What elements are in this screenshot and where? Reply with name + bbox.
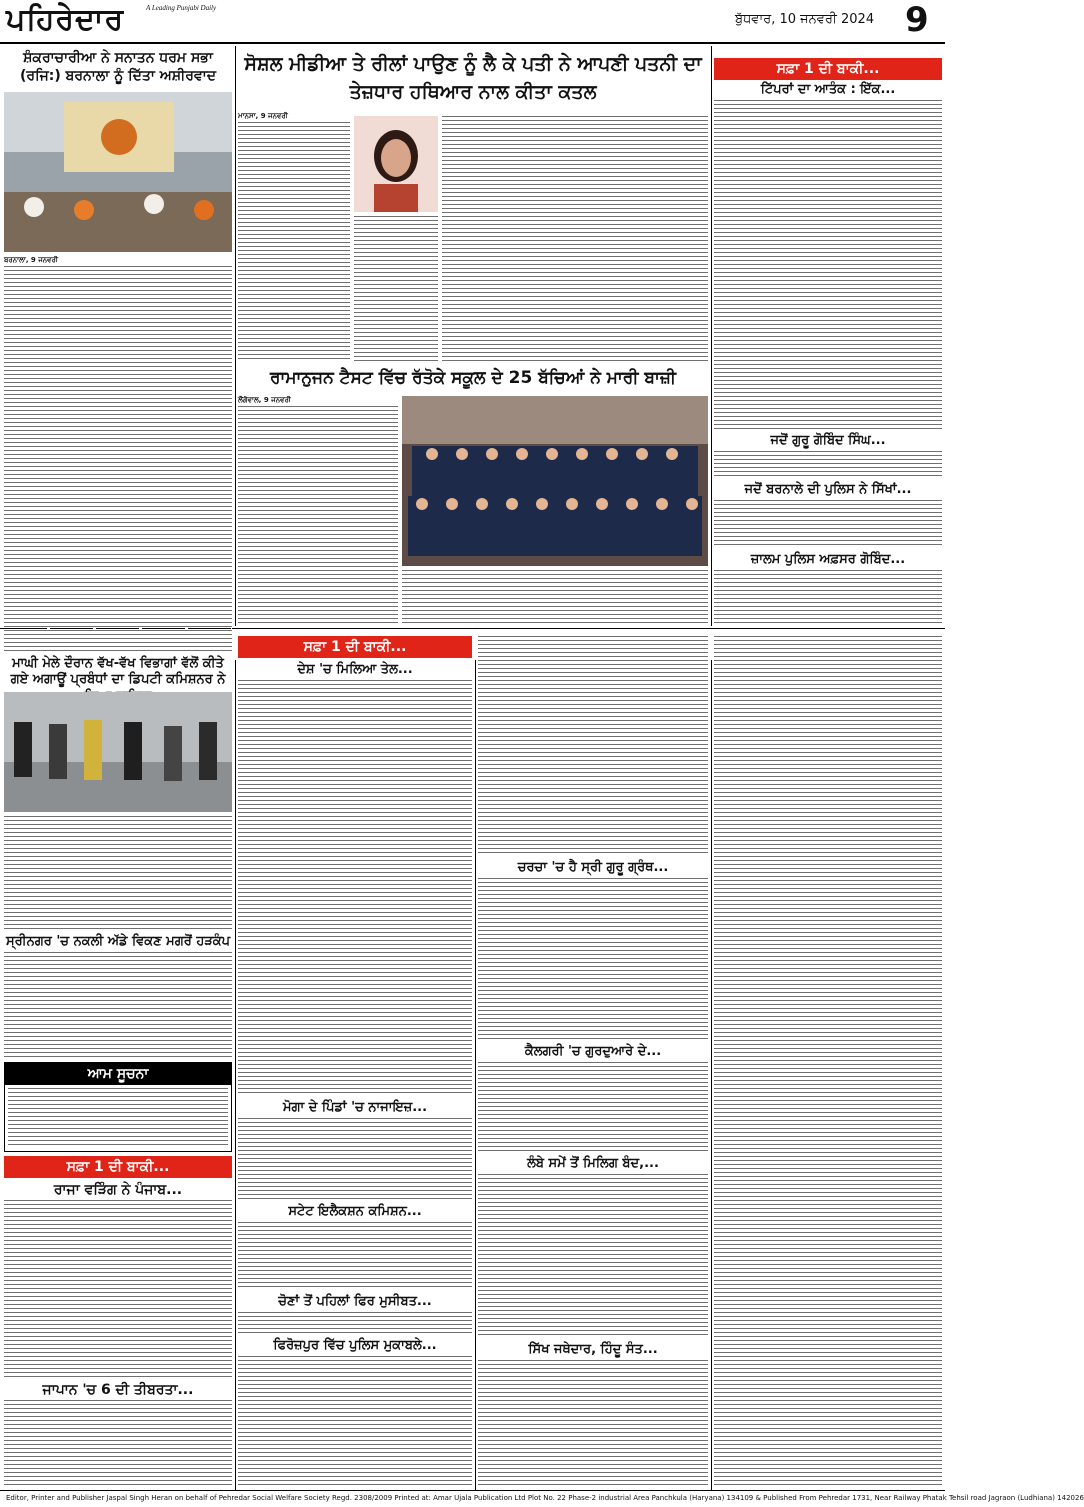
- officials-photo-graphic: [4, 692, 232, 812]
- students-group-photo-graphic: [402, 396, 708, 566]
- section-heading: ਫਿਰੋਜ਼ਪੁਰ ਵਿੱਚ ਪੁਲਿਸ ਮੁਕਾਬਲੇ...: [273, 1338, 437, 1353]
- section-heading: ਰਾਜਾ ਵੜਿੰਗ ਨੇ ਪੰਜਾਬ...: [53, 1182, 183, 1198]
- section-heading: ਜਦੋਂ ਬਰਨਾਲੇ ਦੀ ਪੁਲਿਸ ਨੇ ਸਿੱਖਾਂ...: [744, 482, 912, 497]
- column-rule: [711, 46, 712, 626]
- officials-photo: [4, 692, 232, 812]
- article-body-text: [238, 1312, 472, 1334]
- ceremony-photo: [4, 92, 232, 252]
- article-body-text: [238, 406, 398, 624]
- article-dateline: ਮਾਨਸਾ, 9 ਜਨਵਰੀ: [238, 112, 288, 120]
- section-heading: ਸਿੱਖ ਜਥੇਦਾਰ, ਹਿੰਦੂ ਸੰਤ...: [528, 1342, 658, 1357]
- victim-photo: [354, 116, 438, 212]
- article-body-text: [4, 816, 232, 932]
- section-heading: ਜ਼ਾਲਮ ਪੁਲਿਸ ਅਫ਼ਸਰ ਗੋਬਿੰਦ...: [750, 552, 906, 567]
- notice-text: [8, 1088, 228, 1148]
- article-body-text: [402, 570, 708, 624]
- section-heading: ਸਟੇਟ ਇਲੈਕਸ਼ਨ ਕਮਿਸ਼ਨ...: [288, 1204, 422, 1219]
- section-heading: ਜਾਪਾਨ 'ਚ 6 ਦੀ ਤੀਬਰਤਾ...: [42, 1382, 194, 1398]
- article-dateline: ਬਰਨਾਲਾ, 9 ਜਨਵਰੀ: [4, 256, 58, 264]
- column-rule: [711, 660, 712, 1490]
- newspaper-logo: ਪਹਿਰੇਦਾਰ: [6, 2, 125, 37]
- section-heading: ਲੰਬੇ ਸਮੇਂ ਤੋਂ ਮਿਲਿਗ ਬੰਦ,...: [527, 1156, 659, 1171]
- article-body-text: [478, 878, 708, 1040]
- article-body-text: [238, 1118, 472, 1200]
- article-body-text: [238, 1222, 472, 1290]
- tagline: A Leading Punjabi Daily: [146, 4, 217, 12]
- article-body-text: [714, 451, 942, 479]
- section-heading: ਦੇਸ਼ 'ਚ ਮਿਲਿਆ ਤੇਲ...: [297, 662, 413, 677]
- article-body-text: [714, 636, 942, 1486]
- article-body-text: [238, 680, 472, 1096]
- section-heading: ਚਰਚਾ 'ਚ ਹੈ ਸ੍ਰੀ ਗੁਰੂ ਗ੍ਰੰਥ...: [517, 860, 669, 875]
- article-headline: ਸ੍ਰੀਨਗਰ 'ਚ ਨਕਲੀ ਅੱਡੇ ਵਿਕਣ ਮਗਰੋਂ ਹੜਕੰਪ: [5, 934, 231, 949]
- lead-headline: ਸੋਸ਼ਲ ਮੀਡੀਆ ਤੇ ਰੀਲਾਂ ਪਾਉਣ ਨੂੰ ਲੈ ਕੇ ਪਤੀ ਨੇ ਆਪਣੀ ਪਤਨੀ ਦਾ ਤੇਜ਼ਧਾਰ ਹਥਿਆਰ ਨਾਲ ਕੀਤਾ ਕਤਲ: [244, 53, 702, 103]
- continued-band: ਸਫ਼ਾ 1 ਦੀ ਬਾਕੀ...: [238, 636, 472, 658]
- column-rule: [235, 46, 236, 626]
- article-body-text: [478, 1062, 708, 1152]
- section-heading: ਚੋਣਾਂ ਤੋਂ ਪਹਿਲਾਂ ਫਿਰ ਮੁਸੀਬਤ...: [278, 1294, 432, 1309]
- notice-title: ਆਮ ਸੂਚਨਾ: [5, 1063, 231, 1085]
- section-heading: ਟਿੱਪਰਾਂ ਦਾ ਆਤੰਕ : ਇੱਕ...: [760, 82, 896, 97]
- article-body-text: [478, 636, 708, 856]
- article-body-text: [354, 216, 438, 362]
- continued-band: ਸਫ਼ਾ 1 ਦੀ ਬਾਕੀ...: [714, 58, 942, 80]
- section-heading: ਕੈਲਗਰੀ 'ਚ ਗੁਰਦੁਆਰੇ ਦੇ...: [524, 1044, 662, 1059]
- article-body-text: [714, 100, 942, 430]
- article-body-text: [4, 952, 232, 1060]
- article-body-text: [4, 266, 232, 652]
- article-body-text: [714, 570, 942, 624]
- article-headline: ਸ਼ੰਕਰਾਚਾਰੀਆ ਨੇ ਸਨਾਤਨ ਧਰਮ ਸਭਾ (ਰਜਿ:) ਬਰਨਾਲਾ ਨੂੰ ਦਿੱਤਾ ਅਸ਼ੀਰਵਾਦ: [20, 50, 216, 84]
- article-body-text: [478, 1360, 708, 1486]
- page-number: 9: [905, 0, 929, 40]
- article-body-text: [238, 1356, 472, 1486]
- column-rule: [475, 660, 476, 1490]
- masthead: [0, 0, 945, 44]
- continued-band: ਸਫ਼ਾ 1 ਦੀ ਬਾਕੀ...: [4, 1156, 232, 1178]
- article-body-text: [4, 1200, 232, 1378]
- notice-box: [4, 1062, 232, 1152]
- article-body-text: [238, 122, 350, 362]
- article-body-text: [442, 116, 708, 362]
- article-body-text: [714, 500, 942, 548]
- article-headline: ਰਾਮਾਨੁਜਨ ਟੈਸਟ ਵਿੱਚ ਰੱਤੋਕੇ ਸਕੂਲ ਦੇ 25 ਬੱਚਿਆਂ ਨੇ ਮਾਰੀ ਬਾਜ਼ੀ: [269, 368, 677, 388]
- article-body-text: [4, 1400, 232, 1486]
- ceremony-photo-graphic: [4, 92, 232, 252]
- footer-imprint: Editor, Printer and Publisher Jaspal Singh Heran on behalf of Pehredar Social Welfare Society Regd. 2308/2009 Printed at: Amar Ujala Publication Ltd Plot No. 22 Phase-2 industrial Area Panchkula (Haryana) 134109 & Published From Pehredar 1731, Near Railway Phatak Tehsil road Jagraon (Ludhiana) 142026: [0, 1490, 945, 1507]
- students-group-photo: [402, 396, 708, 566]
- column-rule: [235, 660, 236, 1490]
- section-heading: ਮੋਗਾ ਦੇ ਪਿੰਡਾਂ 'ਚ ਨਾਜਾਇਜ਼...: [282, 1100, 428, 1115]
- article-headline: ਮਾਘੀ ਮੇਲੇ ਦੌਰਾਨ ਵੱਖ-ਵੱਖ ਵਿਭਾਗਾਂ ਵੱਲੋਂ ਕੀਤੇ ਗਏ ਅਗਾਊਂ ਪ੍ਰਬੰਧਾਂ ਦਾ ਡਿਪਟੀ ਕਮਿਸ਼ਨਰ ਨੇ: [4, 656, 232, 705]
- article-body-text: [478, 1174, 708, 1338]
- victim-photo-graphic: [354, 116, 438, 212]
- article-dateline: ਲੌਂਗੋਵਾਲ, 9 ਜਨਵਰੀ: [238, 396, 291, 404]
- issue-date: ਬੁੱਧਵਾਰ, 10 ਜਨਵਰੀ 2024: [735, 12, 875, 27]
- section-heading: ਜਦੋਂ ਗੁਰੂ ਗੋਬਿੰਦ ਸਿੰਘ...: [770, 433, 886, 448]
